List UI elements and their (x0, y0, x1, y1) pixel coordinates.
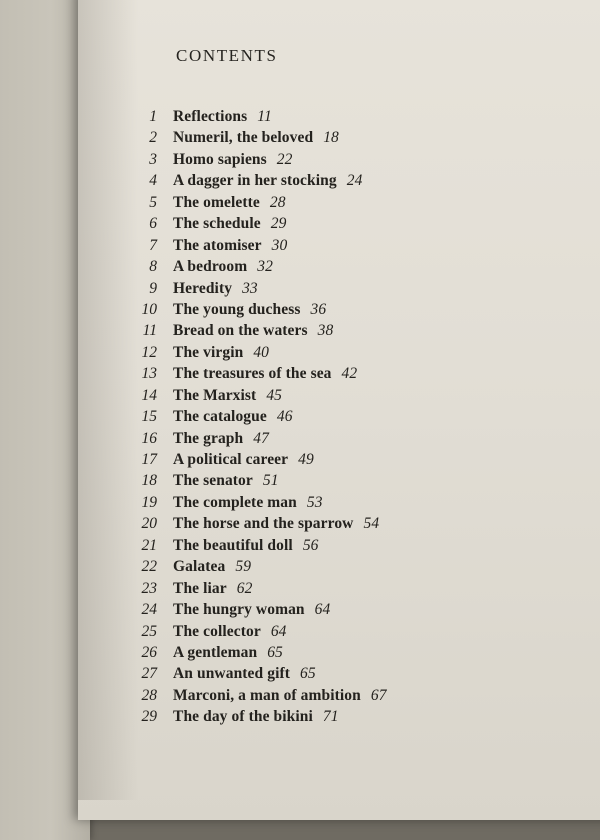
toc-entry (0, 299, 600, 320)
chapter-page-number: 38 (317, 322, 334, 340)
chapter-number: 26 (141, 643, 157, 661)
toc-entry (0, 320, 600, 341)
chapter-number: 8 (149, 258, 157, 276)
chapter-number: 7 (149, 236, 157, 254)
chapter-page-number: 11 (257, 108, 272, 125)
chapter-title: The atomiser (173, 236, 262, 254)
chapter-title: Bread on the waters (173, 322, 308, 340)
chapter-page-number: 64 (314, 601, 331, 619)
chapter-title-line (173, 642, 283, 663)
chapter-title: The horse and the sparrow (173, 515, 354, 533)
chapter-title-line (173, 149, 293, 170)
chapter-page-number: 32 (257, 258, 273, 276)
toc-entry (0, 278, 600, 299)
chapter-title: An unwanted gift (173, 665, 291, 683)
chapter-number: 21 (141, 536, 157, 554)
chapter-title-line (173, 127, 339, 148)
chapter-title-line (173, 556, 251, 577)
chapter-number: 9 (149, 279, 157, 297)
chapter-title: The beautiful doll (173, 536, 293, 554)
chapter-title-line (173, 170, 362, 191)
chapter-title: The liar (173, 579, 227, 597)
chapter-title: The virgin (173, 343, 244, 361)
chapter-page-number: 64 (270, 622, 287, 640)
chapter-number: 17 (141, 451, 157, 468)
chapter-title-line (173, 278, 258, 299)
toc-entry (0, 342, 600, 363)
chapter-page-number: 71 (322, 708, 339, 726)
chapter-title-line (173, 685, 387, 706)
chapter-page-number: 24 (346, 172, 363, 190)
chapter-page-number: 18 (323, 129, 339, 147)
chapter-page-number: 46 (276, 408, 293, 426)
chapter-title-line (173, 449, 314, 470)
chapter-title-line (173, 385, 282, 406)
chapter-title-line (173, 342, 269, 363)
chapter-title: The senator (173, 472, 253, 490)
chapter-title: The graph (173, 429, 244, 447)
toc-entry (0, 106, 600, 127)
toc-entry (0, 663, 600, 684)
toc-entry (0, 492, 600, 513)
chapter-number: 1 (149, 108, 157, 125)
chapter-page-number: 65 (300, 665, 316, 683)
chapter-page-number: 49 (298, 451, 314, 468)
chapter-title: The complete man (173, 493, 297, 511)
chapter-title: The catalogue (173, 408, 267, 426)
chapter-page-number: 59 (235, 558, 252, 576)
chapter-page-number: 53 (306, 493, 323, 511)
chapter-title: The young duchess (173, 300, 301, 318)
toc-entry (0, 578, 600, 599)
toc-entry (0, 363, 600, 384)
chapter-title-line (173, 578, 252, 599)
chapter-title: A dagger in her stocking (173, 172, 337, 190)
chapter-title-line (173, 599, 330, 620)
chapter-page-number: 45 (266, 386, 283, 404)
chapter-number: 13 (141, 365, 157, 383)
chapter-title: The hungry woman (173, 601, 305, 619)
chapter-title: Galatea (173, 558, 226, 576)
toc-entry (0, 599, 600, 620)
toc-entry (0, 170, 600, 191)
chapter-number: 6 (149, 215, 157, 233)
toc-entry (0, 470, 600, 491)
chapter-title-line (173, 492, 323, 513)
toc-entry (0, 706, 600, 727)
chapter-page-number: 47 (253, 429, 269, 447)
toc-entry (0, 642, 600, 663)
toc-entry (0, 149, 600, 170)
chapter-number: 14 (141, 386, 157, 404)
toc-entry (0, 556, 600, 577)
toc-entry (0, 621, 600, 642)
chapter-title-line (173, 192, 286, 213)
chapter-number: 18 (141, 472, 157, 490)
chapter-title-line (173, 106, 272, 127)
chapter-page-number: 62 (236, 579, 253, 597)
chapter-number: 27 (141, 665, 157, 683)
page-title: CONTENTS (176, 46, 278, 65)
chapter-title-line (173, 428, 269, 449)
chapter-number: 20 (141, 515, 157, 533)
chapter-page-number: 54 (363, 515, 380, 533)
chapter-page-number: 65 (267, 643, 283, 661)
chapter-page-number: 67 (370, 686, 387, 704)
chapter-number: 10 (141, 300, 157, 318)
chapter-number: 16 (141, 429, 157, 447)
chapter-page-number: 51 (262, 472, 279, 490)
chapter-number: 19 (141, 493, 157, 511)
toc-entry (0, 449, 600, 470)
chapter-page-number: 30 (271, 236, 288, 254)
chapter-title-line (173, 470, 279, 491)
chapter-title: Reflections (173, 108, 248, 125)
toc-entry (0, 385, 600, 406)
chapter-number: 25 (141, 622, 157, 640)
chapter-number: 23 (141, 579, 157, 597)
chapter-title: The Marxist (173, 386, 257, 404)
chapter-number: 22 (141, 558, 157, 576)
chapter-title-line (173, 320, 333, 341)
toc-entry (0, 127, 600, 148)
chapter-title-line (173, 663, 316, 684)
chapter-number: 28 (141, 686, 157, 704)
chapter-page-number: 29 (270, 215, 287, 233)
chapter-page-number: 36 (310, 300, 327, 318)
toc-entry (0, 406, 600, 427)
chapter-title-line (173, 235, 287, 256)
chapter-number: 15 (141, 408, 157, 426)
chapter-number: 24 (141, 601, 157, 619)
chapter-title-line (173, 299, 326, 320)
chapter-page-number: 33 (242, 279, 258, 297)
toc-entry (0, 256, 600, 277)
chapter-title: A bedroom (173, 258, 248, 276)
chapter-page-number: 28 (269, 193, 286, 211)
chapter-title: The schedule (173, 215, 261, 233)
chapter-title: A gentleman (173, 643, 258, 661)
chapter-title: Numeril, the beloved (173, 129, 314, 147)
chapter-title-line (173, 363, 357, 384)
chapter-page-number: 40 (253, 343, 270, 361)
chapter-page-number: 22 (276, 150, 293, 168)
chapter-number: 5 (149, 193, 157, 211)
chapter-title: The day of the bikini (173, 708, 313, 726)
toc-entry (0, 235, 600, 256)
chapter-title-line (173, 621, 287, 642)
toc-entry (0, 535, 600, 556)
chapter-number: 3 (149, 150, 157, 168)
chapter-title: Heredity (173, 279, 233, 297)
chapter-page-number: 56 (302, 536, 319, 554)
chapter-number: 4 (149, 172, 157, 190)
chapter-number: 11 (142, 322, 157, 340)
chapter-number: 2 (149, 129, 157, 147)
toc-entry (0, 192, 600, 213)
chapter-title-line (173, 256, 273, 277)
chapter-number: 12 (141, 343, 157, 361)
chapter-title-line (173, 535, 319, 556)
chapter-title-line (173, 706, 339, 727)
chapter-number: 29 (141, 708, 157, 726)
chapter-title-line (173, 513, 379, 534)
contents-list (0, 106, 600, 728)
chapter-title: Homo sapiens (173, 150, 267, 168)
toc-entry (0, 428, 600, 449)
chapter-title-line (173, 213, 286, 234)
chapter-title: A political career (173, 451, 289, 468)
chapter-title: The omelette (173, 193, 260, 211)
toc-entry (0, 685, 600, 706)
chapter-title: The collector (173, 622, 261, 640)
toc-entry (0, 213, 600, 234)
chapter-title-line (173, 406, 293, 427)
chapter-title: Marconi, a man of ambition (173, 686, 361, 704)
toc-entry (0, 513, 600, 534)
chapter-page-number: 42 (341, 365, 358, 383)
chapter-title: The treasures of the sea (173, 365, 332, 383)
